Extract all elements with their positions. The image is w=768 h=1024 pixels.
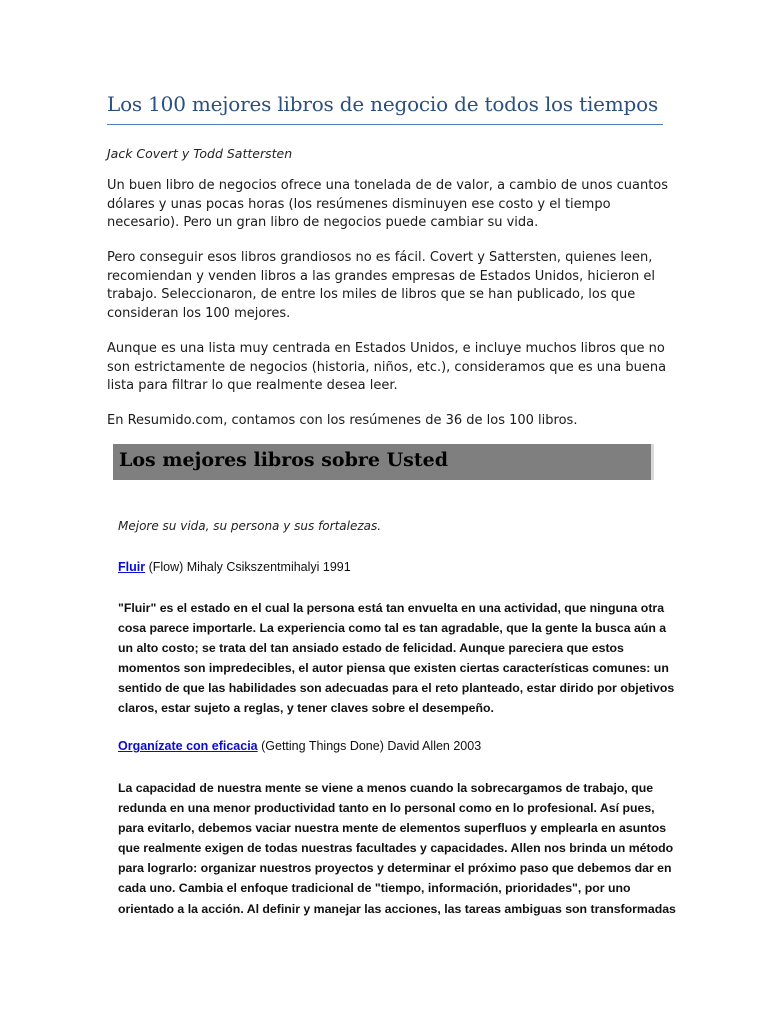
intro-paragraph-4 [107,412,667,431]
text-line: orientado a la acción. Al definir y manejar las acciones, las tareas ambiguas son transformadas [118,901,676,916]
book-description-fluir [118,598,675,719]
text-line: Aunque es una lista muy centrada en Estados Unidos, e incluye muchos libros que no [107,341,665,356]
intro-paragraph-3 [107,340,667,396]
document-title: Los 100 mejores libros de negocio de todos los tiempos [107,92,659,116]
text-line: dólares y unas pocas horas (los resúmenes disminuyen ese costo y el tiempo [107,196,611,212]
text-line: Un buen libro de negocios ofrece una tonelada de de valor, a cambio de unos cuantos [107,178,669,193]
book-details: (Flow) Mihaly Csikszentmihalyi 1991 [145,560,351,574]
text-line: "Fluir" es el estado en el cual la persona está tan envuelta en una actividad, que ninguna otra [118,601,665,615]
text-line: sentido de que las habilidades son adecuadas para el reto planteado, estar dirido por objetivos [118,681,675,696]
section-title: Los mejores libros sobre Usted [119,449,448,471]
text-line: consideran los 100 mejores. [107,305,291,321]
intro-paragraph-2 [107,249,667,323]
text-line: recomiendan y venden libros a las grandes empresas de Estados Unidos, hicieron el [107,268,655,284]
book-link-fluir[interactable]: Fluir [118,560,146,574]
book-details: (Getting Things Done) David Allen 2003 [257,739,482,753]
text-line: que realmente exigen de todas nuestras facultades y capacidades. Allen nos brinda un método [118,841,674,856]
book-entry-organizate [118,739,481,753]
document-authors: Jack Covert y Todd Sattersten [107,146,293,161]
book-entry-fluir [118,560,351,574]
text-line: momentos son impredecibles, el autor piensa que existen ciertas características comunes: un [118,661,669,676]
text-line: para lograrlo: organizar nuestros proyectos y determinar el próximo paso que debemos dar en [118,861,672,876]
text-line: necesario). Pero un gran libro de negocios puede cambiar su vida. [107,215,539,230]
text-line: trabajo. Seleccionaron, de entre los miles de libros que se han publicado, los que [107,287,636,302]
text-line: cosa parece importarle. La experiencia como tal es tan agradable, que la gente la busca aún a [118,621,667,636]
section-heading-bar [113,444,654,480]
intro-paragraph-1 [107,177,667,233]
text-line: claros, estar sujeto a reglas, y tener claves sobre el desempeño. [118,701,494,716]
text-line: En Resumido.com, contamos con los resúmenes de 36 de los 100 libros. [107,413,578,428]
text-line: para evitarlo, debemos vaciar nuestra mente de elementos superfluos y emplearla en asuntos [118,821,667,836]
text-line: son estrictamente de negocios (historia, niños, etc.), consideramos que es una buena [107,359,667,375]
text-line: Pero conseguir esos libros grandiosos no es fácil. Covert y Sattersten, quienes leen, [107,250,653,265]
book-description-organizate [118,778,676,919]
text-line: lista para filtrar lo que realmente desea leer. [107,378,398,393]
text-line: redunda en una menor productividad tanto en lo personal como en lo profesional. Así pues, [118,801,655,816]
section-subtitle: Mejore su vida, su persona y sus fortalezas. [118,519,382,533]
title-underline-rule [107,124,663,125]
text-line: La capacidad de nuestra mente se viene a menos cuando la sobrecargamos de trabajo, que [118,781,654,795]
book-link-organizate[interactable]: Organízate con eficacia [118,739,258,753]
text-line: cada uno. Cambia el enfoque tradicional de "tiempo, información, prioridades", por uno [118,881,631,896]
text-line: un alto costo; se trata del tan ansiado estado de felicidad. Aunque pareciera que estos [118,641,624,656]
